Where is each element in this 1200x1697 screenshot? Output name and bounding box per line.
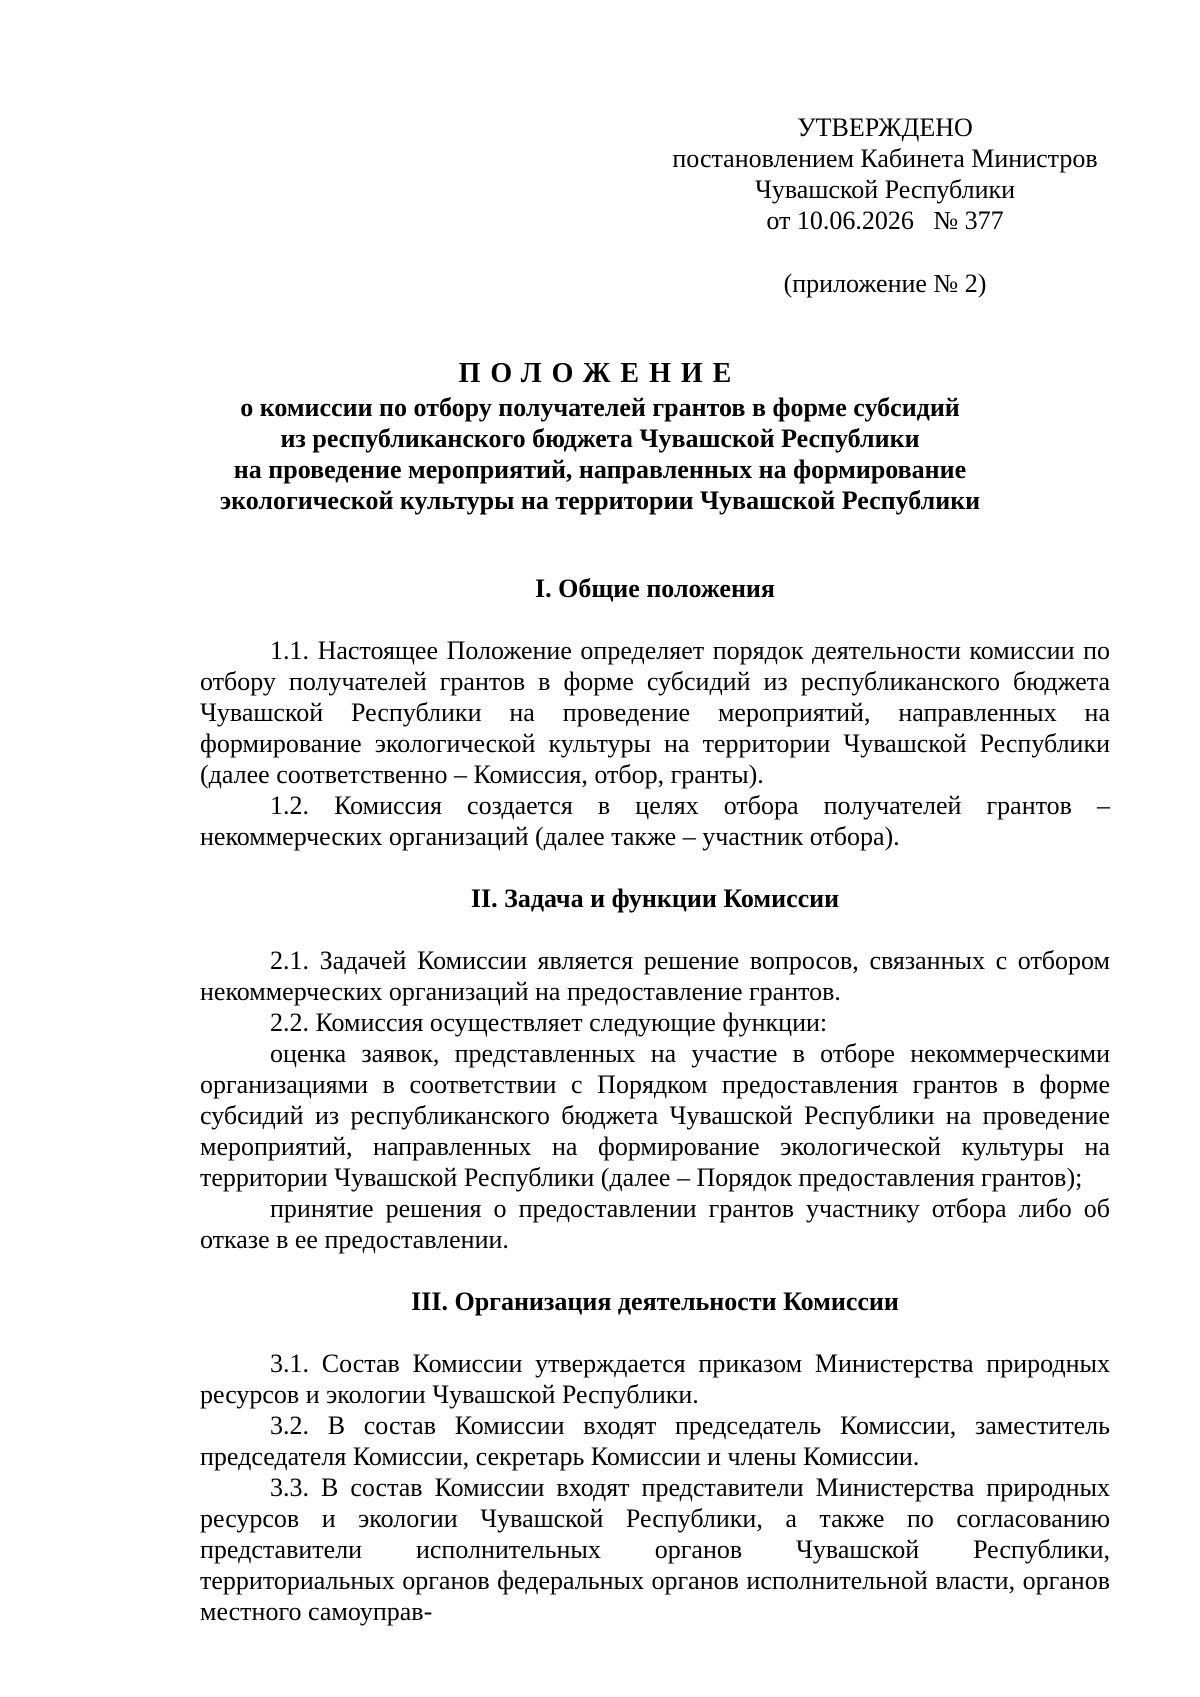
paragraph: принятие решения о предоставлении грантов участнику отбора либо об отказе в ее предоставлении. (200, 1194, 1110, 1254)
paragraph: 2.1. Задачей Комиссии является решение вопросов, связанных с отбором некоммерческих организаций на предоставление грантов. (200, 946, 1110, 1006)
paragraph: 1.1. Настоящее Положение определяет порядок деятельности комиссии по отбору получателей грантов в форме субсидий из республиканского бюджета Чувашской Республики на проведение мероприятий, направленных на формирование экологической культуры на территории Чувашской Республики (далее соответственно – Комиссия, отбор, гранты). (200, 636, 1110, 789)
section-heading: I. Общие положения (535, 574, 775, 603)
approval-date-number: от 10.06.2026 № 377 (766, 206, 1004, 235)
title-line: экологической культуры на территории Чувашской Республики (219, 486, 981, 515)
approval-line: постановлением Кабинета Министров (672, 144, 1098, 173)
paragraph: 3.1. Состав Комиссии утверждается приказом Министерства природных ресурсов и экологии Чувашской Республики. (200, 1349, 1110, 1409)
section-heading: II. Задача и функции Комиссии (470, 884, 840, 913)
title-word: ПОЛОЖЕНИЕ (458, 358, 742, 389)
section-heading: III. Организация деятельности Комиссии (411, 1287, 899, 1316)
document-body (200, 573, 1110, 1627)
paragraph: оценка заявок, представленных на участие в отборе некоммерческими организациями в соответствии с Порядком предоставления грантов в форме субсидий из республиканского бюджета Чувашской Республики на проведение мероприятий, направленных на формирование экологической культуры на территории Чувашской Республики (далее – Порядок предоставления грантов); (200, 1039, 1110, 1192)
paragraph: 1.2. Комиссия создается в целях отбора получателей грантов – некоммерческих организаций (далее также – участник отбора). (200, 791, 1110, 851)
paragraph: 2.2. Комиссия осуществляет следующие функции: (270, 1008, 828, 1037)
annex-label: (приложение № 2) (783, 269, 987, 298)
title-line: о комиссии по отбору получателей грантов в форме субсидий (240, 393, 960, 422)
paragraph: 3.3. В состав Комиссии входят представители Министерства природных ресурсов и экологии Чувашской Республики, а также по согласованию представители исполнительных органов Чувашской Республики, территориальных органов федеральных органов исполнительной власти, органов местного самоуправ- (200, 1473, 1110, 1626)
approval-stamp: УТВЕРЖДЕНО (797, 113, 973, 142)
title-line: на проведение мероприятий, направленных на формирование (233, 455, 967, 484)
title-line: из республиканского бюджета Чувашской Республики (280, 424, 920, 453)
approval-block (660, 112, 1110, 299)
approval-line: Чувашской Республики (754, 175, 1016, 204)
document-title (160, 356, 1040, 516)
paragraph: 3.2. В состав Комиссии входят председатель Комиссии, заместитель председателя Комиссии, секретарь Комиссии и члены Комиссии. (200, 1411, 1110, 1471)
